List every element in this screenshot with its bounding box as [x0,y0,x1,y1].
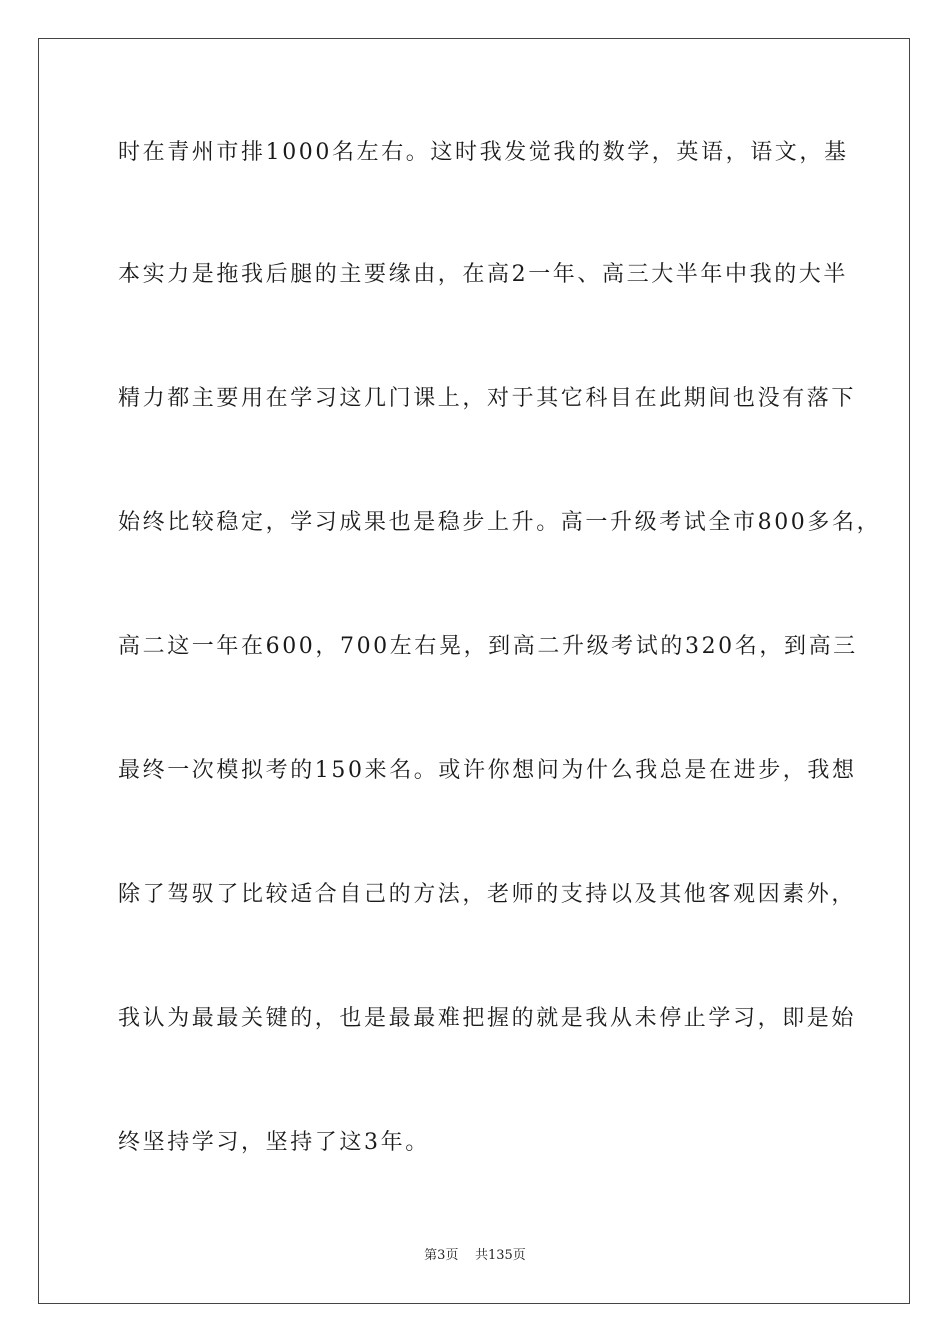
text-line: 时在青州市排1000名左右。这时我发觉我的数学，英语，语文，基 [118,140,849,165]
text-line: 精力都主要用在学习这几门课上，对于其它科目在此期间也没有落下 [118,386,857,411]
page-footer [0,1247,950,1265]
text-line: 高二这一年在600，700左右晃，到高二升级考试的320名，到高三 [118,634,858,659]
current-page-number: 第3页 [424,1248,459,1263]
page-border [38,38,910,1304]
text-line: 除了驾驭了比较适合自己的方法，老师的支持以及其他客观因素外， [118,882,857,907]
text-line: 我认为最最关键的，也是最最难把握的就是我从未停止学习，即是始 [118,1006,857,1031]
text-line: 始终比较稳定，学习成果也是稳步上升。高一升级考试全市800多名， [118,510,882,535]
text-line: 终坚持学习，坚持了这3年。 [118,1130,430,1155]
text-line: 本实力是拖我后腿的主要缘由，在高2一年、高三大半年中我的大半 [118,262,848,287]
text-line: 最终一次模拟考的150来名。或许你想问为什么我总是在进步，我想 [118,758,857,783]
total-pages: 共135页 [474,1248,526,1263]
